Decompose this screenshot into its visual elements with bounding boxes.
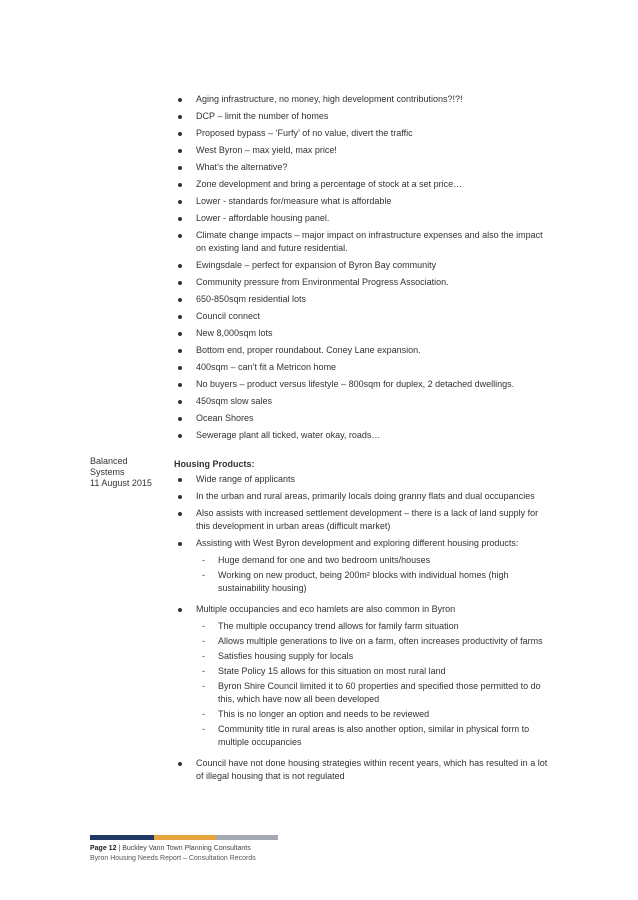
- page-number: Page 12: [90, 845, 117, 852]
- bullet-icon: [178, 298, 182, 302]
- list-item: Bottom end, proper roundabout. Coney Lane expansion.: [174, 344, 554, 357]
- stakeholder-label: [90, 456, 170, 489]
- list-item: Ewingsdale – perfect for expansion of Byron Bay community: [174, 259, 554, 272]
- sub-list-item: - Working on new product, being 200m² blocks with individual homes (high sustainability housing): [202, 570, 509, 593]
- bullet-icon: [178, 281, 182, 285]
- bullet-icon: [178, 366, 182, 370]
- list-item: Ocean Shores: [174, 412, 554, 425]
- bullet-icon: [178, 132, 182, 136]
- stakeholder-name-line1: Balanced: [90, 456, 128, 466]
- sub-list-item: - The multiple occupancy trend allows for family farm situation: [202, 621, 459, 631]
- list-item: Proposed bypass – ‘Furfy’ of no value, divert the traffic: [174, 127, 554, 140]
- dash-icon: -: [202, 666, 205, 676]
- list-item: 650-850sqm residential lots: [174, 293, 554, 306]
- section-heading: Housing Products:: [174, 459, 255, 469]
- bullet-icon: [178, 149, 182, 153]
- bullet-icon: [178, 98, 182, 102]
- bullet-icon: [178, 115, 182, 119]
- bullet-icon: [178, 166, 182, 170]
- list-item: Council connect: [174, 310, 554, 323]
- dash-icon: -: [202, 555, 205, 565]
- sub-list-item: - State Policy 15 allows for this situation on most rural land: [202, 666, 446, 676]
- list-item: Community pressure from Environmental Progress Association.: [174, 276, 554, 289]
- bullet-icon: [178, 183, 182, 187]
- sub-list-item: - Huge demand for one and two bedroom units/houses: [202, 555, 431, 565]
- bullet-icon: [178, 400, 182, 404]
- bullet-icon: [178, 417, 182, 421]
- company-name: Buckley Vann Town Planning Consultants: [122, 845, 251, 852]
- sub-list: [196, 620, 554, 749]
- sub-list: [196, 554, 554, 595]
- sub-list-item: - Allows multiple generations to live on a farm, often increases productivity of farms: [202, 636, 543, 646]
- dash-icon: -: [202, 636, 205, 646]
- meeting-date: 11 August 2015: [90, 478, 152, 488]
- sub-list-item: - Satisfies housing supply for locals: [202, 651, 354, 661]
- footer-bar-navy: [90, 835, 154, 840]
- list-item: Wide range of applicants: [174, 473, 554, 486]
- list-item: Sewerage plant all ticked, water okay, roads…: [174, 429, 554, 442]
- list-item: Climate change impacts – major impact on infrastructure expenses and also the impact on existing land and future residential.: [174, 229, 554, 255]
- list-item: Assisting with West Byron development and exploring different housing products: - Huge demand for one and two bedroom units/houses - Working on new product, being 200m² blocks with individual homes (high sustainability housing): [174, 537, 554, 595]
- footer-bar-grey: [216, 835, 278, 840]
- list-item: Also assists with increased settlement development – there is a lack of land supply for this development in urban areas (difficult market): [174, 507, 554, 533]
- bullet-icon: [178, 349, 182, 353]
- sub-list-item: - This is no longer an option and needs to be reviewed: [202, 709, 430, 719]
- bullet-icon: [178, 264, 182, 268]
- bullet-icon: [178, 434, 182, 438]
- list-item: Council have not done housing strategies within recent years, which has resulted in a lot of illegal housing that is not regulated: [174, 757, 554, 783]
- bullet-icon: [178, 478, 182, 482]
- bullet-icon: [178, 234, 182, 238]
- list-item: New 8,000sqm lots: [174, 327, 554, 340]
- bullet-icon: [178, 217, 182, 221]
- footer-separator: |: [116, 845, 123, 852]
- dash-icon: -: [202, 621, 205, 631]
- footer-page-info: [90, 845, 251, 852]
- stakeholder-name-line2: Systems: [90, 467, 125, 477]
- bullet-icon: [178, 383, 182, 387]
- list-item: DCP – limit the number of homes: [174, 110, 554, 123]
- bullet-icon: [178, 200, 182, 204]
- housing-products-section: [174, 458, 554, 787]
- list-item: What’s the alternative?: [174, 161, 554, 174]
- list-item: Aging infrastructure, no money, high development contributions?!?!: [174, 93, 554, 106]
- sub-list-item: - Community title in rural areas is also another option, similar in physical form to multiple occupancies: [202, 724, 530, 747]
- report-title: Byron Housing Needs Report – Consultation Records: [90, 855, 256, 862]
- list-item: Lower - affordable housing panel.: [174, 212, 554, 225]
- list-item: West Byron – max yield, max price!: [174, 144, 554, 157]
- bullet-icon: [178, 315, 182, 319]
- dash-icon: -: [202, 681, 205, 691]
- list-item: Multiple occupancies and eco hamlets are also common in Byron - The multiple occupancy trend allows for family farm situation - Allows multiple generations to live on a farm, often increases productivity of farms - Satisfies housing supply for locals - State Policy 15 allows for this situation on most rural land - Byron Shire Council limited it to 60 properties and specified those permitted to do this, which have now all been developed - This is no longer an option and needs to be reviewed - Community title in rural areas is also another option, similar in physical form to multiple occupancies: [174, 603, 554, 749]
- dash-icon: -: [202, 724, 205, 734]
- bullet-icon: [178, 332, 182, 336]
- list-item: 400sqm – can’t fit a Metricon home: [174, 361, 554, 374]
- dash-icon: -: [202, 709, 205, 719]
- footer-bar-orange: [154, 835, 216, 840]
- list-item: Lower - standards for/measure what is affordable: [174, 195, 554, 208]
- bullet-icon: [178, 608, 182, 612]
- bullet-icon: [178, 542, 182, 546]
- list-item: 450sqm slow sales: [174, 395, 554, 408]
- dash-icon: -: [202, 570, 205, 580]
- list-item: In the urban and rural areas, primarily locals doing granny flats and dual occupancies: [174, 490, 554, 503]
- bullet-icon: [178, 512, 182, 516]
- dash-icon: -: [202, 651, 205, 661]
- list-item: No buyers – product versus lifestyle – 800sqm for duplex, 2 detached dwellings.: [174, 378, 554, 391]
- sub-list-item: - Byron Shire Council limited it to 60 properties and specified those permitted to do this, which have now all been developed: [202, 681, 541, 704]
- top-bullet-list: [174, 93, 554, 446]
- bullet-icon: [178, 495, 182, 499]
- housing-products-list: [174, 473, 554, 783]
- bullet-icon: [178, 762, 182, 766]
- list-item: Zone development and bring a percentage of stock at a set price…: [174, 178, 554, 191]
